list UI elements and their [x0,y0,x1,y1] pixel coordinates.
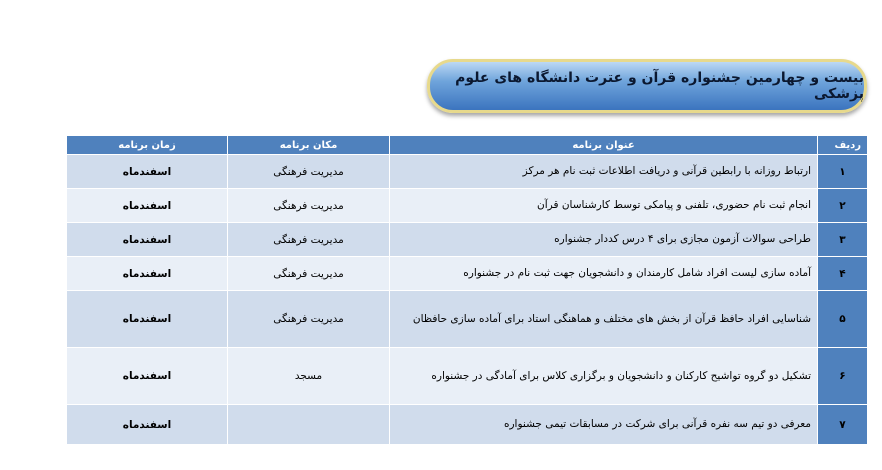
program-place: مسجد [228,348,390,405]
row-number: ۶ [818,348,868,405]
program-time: اسفندماه [67,348,228,405]
table-row [67,348,868,405]
program-place: مدیریت فرهنگی [228,223,390,257]
header-row-number: ردیف [818,136,868,155]
program-time: اسفندماه [67,257,228,291]
row-number: ۲ [818,189,868,223]
row-number: ۷ [818,405,868,445]
row-number: ۵ [818,291,868,348]
row-number: ۴ [818,257,868,291]
program-time: اسفندماه [67,291,228,348]
table-header-row [67,136,868,155]
program-place: مدیریت فرهنگی [228,189,390,223]
program-place [228,405,390,445]
program-place: مدیریت فرهنگی [228,291,390,348]
program-place: مدیریت فرهنگی [228,155,390,189]
program-time: اسفندماه [67,405,228,445]
page-title: بیست و چهارمین جشنواره قرآن و عترت دانشگاه های علوم پزشکی [455,70,864,102]
program-time: اسفندماه [67,189,228,223]
table-row [67,291,868,348]
program-title: طراحی سوالات آزمون مجازی برای ۴ درس کددار جشنواره [390,223,818,257]
row-number: ۳ [818,223,868,257]
table-row [67,405,868,445]
title-banner [427,59,867,113]
program-title: آماده سازی لیست افراد شامل کارمندان و دانشجویان جهت ثبت نام در جشنواره [390,257,818,291]
header-program-title: عنوان برنامه [390,136,818,155]
table-row [67,257,868,291]
program-place: مدیریت فرهنگی [228,257,390,291]
table-row [67,155,868,189]
row-number: ۱ [818,155,868,189]
header-program-time: زمان برنامه [67,136,228,155]
table-row [67,223,868,257]
program-title: تشکیل دو گروه تواشیح کارکنان و دانشجویان و برگزاری کلاس برای آمادگی در جشنواره [390,348,818,405]
program-time: اسفندماه [67,155,228,189]
program-title: انجام ثبت نام حضوری، تلفنی و پیامکی توسط کارشناسان قرآن [390,189,818,223]
program-time: اسفندماه [67,223,228,257]
program-title: معرفی دو تیم سه نفره قرآنی برای شرکت در مسابقات تیمی جشنواره [390,405,818,445]
table-row [67,189,868,223]
program-title: ارتباط روزانه با رابطین قرآنی و دریافت اطلاعات ثبت نام هر مرکز [390,155,818,189]
header-program-place: مکان برنامه [228,136,390,155]
program-title: شناسایی افراد حافظ قرآن از بخش های مختلف و هماهنگی استاد برای آماده سازی حافظان [390,291,818,348]
program-table [66,135,868,445]
